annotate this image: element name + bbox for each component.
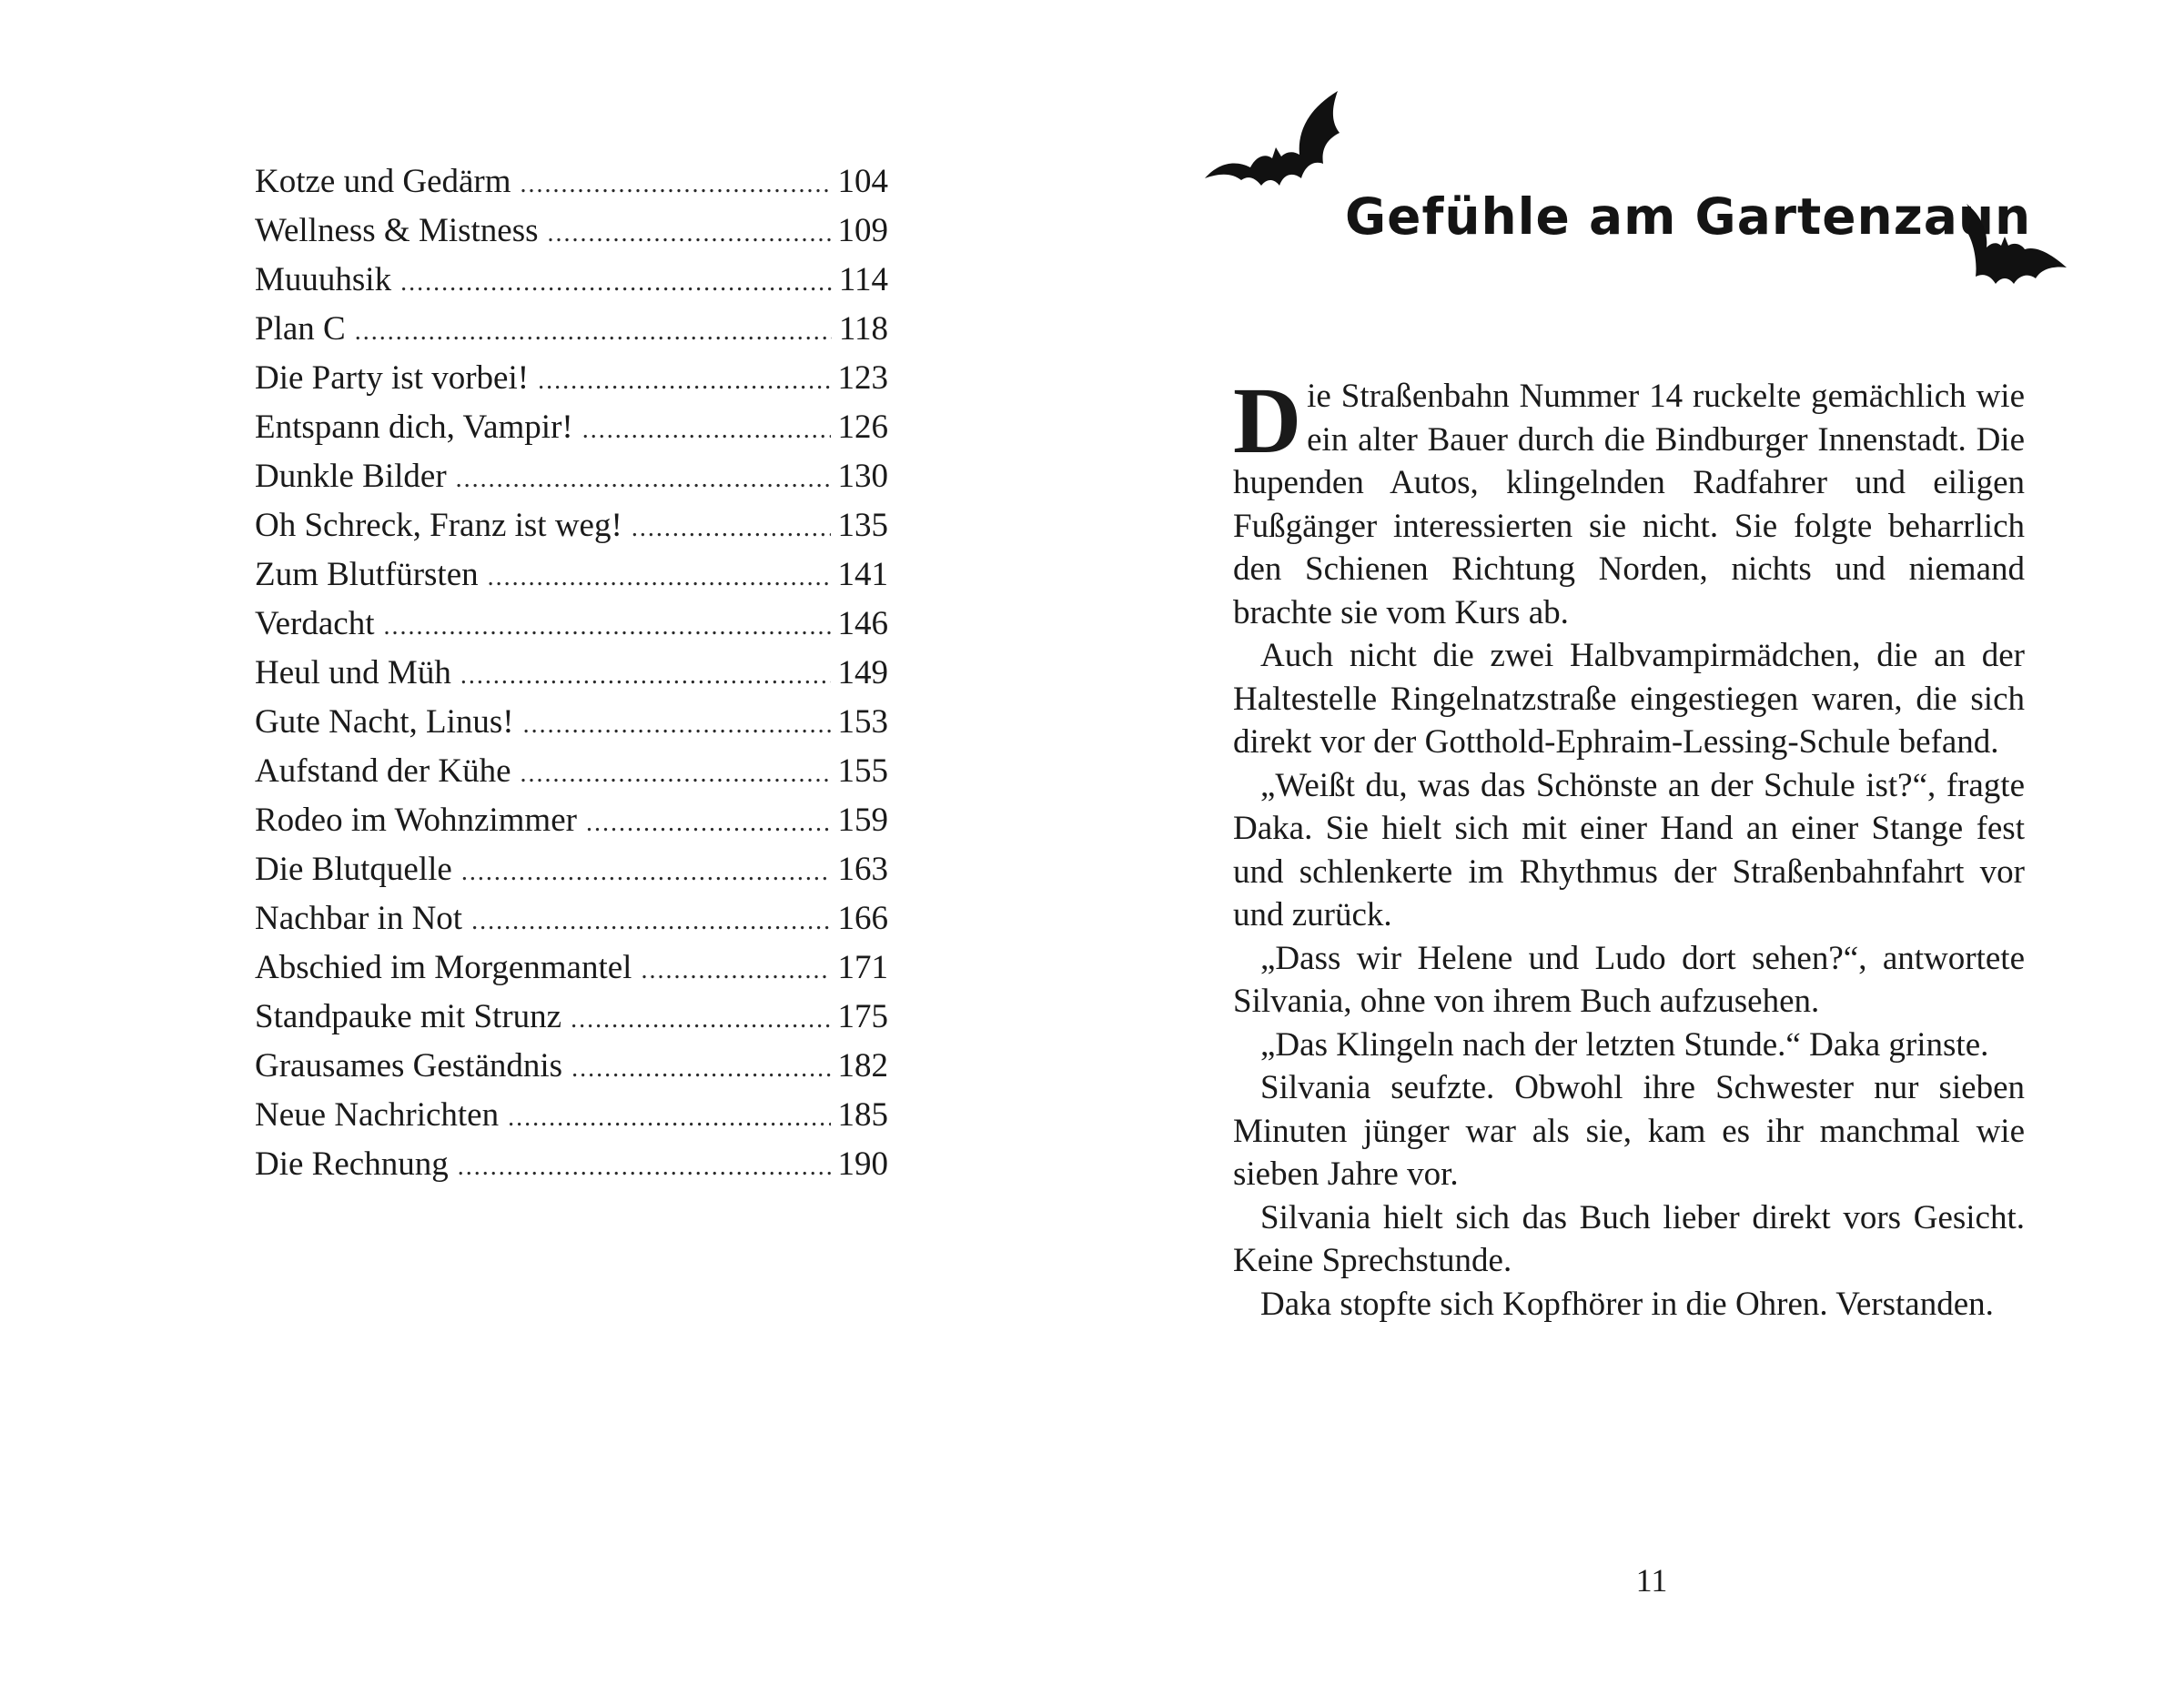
toc-entry (255, 845, 888, 894)
paragraph: Silvania hielt sich das Buch lieber direkt vors Gesicht. Keine Sprechstunde. (1233, 1198, 2025, 1279)
toc-leader-dots (400, 258, 832, 308)
toc-leader-dots (508, 1094, 830, 1143)
chapter-title: Gefühle am Gartenzaun (1345, 187, 2032, 246)
toc-entry-page: 175 (837, 998, 888, 1035)
toc-entry (255, 403, 888, 452)
toc-entry-page: 104 (837, 163, 888, 200)
toc-entry (255, 354, 888, 403)
toc-entry-page: 130 (837, 458, 888, 495)
toc-entry-page: 126 (837, 409, 888, 446)
bat-icon (1203, 84, 1349, 202)
toc-entry (255, 550, 888, 600)
toc-entry-page: 118 (838, 310, 888, 348)
toc-entry-page: 171 (837, 949, 888, 986)
toc-entry-title: Aufstand der Kühe (255, 752, 511, 790)
table-of-contents (255, 157, 888, 1189)
toc-entry-title: Standpauke mit Strunz (255, 998, 562, 1035)
toc-entry (255, 207, 888, 256)
toc-entry-title: Muuuhsik (255, 261, 392, 298)
toc-leader-dots (538, 357, 830, 406)
toc-entry-page: 159 (837, 802, 888, 839)
toc-entry-page: 146 (837, 605, 888, 642)
toc-leader-dots (355, 308, 832, 357)
toc-entry (255, 1042, 888, 1091)
paragraph: Silvania seufzte. Obwohl ihre Schwester nur sieben Minuten jünger war als sie, kam es ihr manchmal wie sieben Jahre vor. (1233, 1069, 2025, 1193)
toc-entry-page: 114 (838, 261, 888, 298)
toc-entry-title: Rodeo im Wohnzimmer (255, 802, 577, 839)
toc-leader-dots (521, 750, 831, 799)
toc-entry-title: Wellness & Mistness (255, 212, 539, 249)
toc-entry-page: 149 (837, 654, 888, 691)
paragraph: Daka stopfte sich Kopfhörer in die Ohren. Verstanden. (1260, 1285, 1994, 1323)
toc-entry-title: Grausames Geständnis (255, 1047, 563, 1085)
right-page (1092, 0, 2184, 1705)
toc-entry (255, 501, 888, 550)
toc-leader-dots (461, 848, 831, 897)
toc-entry-title: Zum Blutfürsten (255, 556, 479, 593)
toc-entry-page: 190 (837, 1145, 888, 1183)
toc-entry (255, 600, 888, 649)
toc-entry-page: 109 (837, 212, 888, 249)
toc-entry-page: 123 (837, 359, 888, 397)
toc-entry-title: Dunkle Bilder (255, 458, 447, 495)
toc-entry-title: Kotze und Gedärm (255, 163, 511, 200)
toc-leader-dots (632, 504, 831, 553)
toc-entry-title: Verdacht (255, 605, 375, 642)
toc-leader-dots (582, 406, 831, 455)
toc-entry-page: 153 (837, 703, 888, 741)
toc-entry (255, 157, 888, 207)
toc-entry-title: Die Party ist vorbei! (255, 359, 530, 397)
toc-entry-title: Neue Nachrichten (255, 1096, 500, 1134)
toc-leader-dots (571, 995, 830, 1044)
toc-leader-dots (571, 1044, 830, 1094)
toc-leader-dots (521, 160, 831, 209)
toc-entry-title: Heul und Müh (255, 654, 451, 691)
toc-leader-dots (548, 209, 831, 258)
toc-entry-title: Entspann dich, Vampir! (255, 409, 573, 446)
toc-entry-title: Abschied im Morgenmantel (255, 949, 632, 986)
toc-entry (255, 698, 888, 747)
paragraph: Auch nicht die zwei Halbvampirmädchen, die an der Haltestelle Ringelnatzstraße eingestiegen waren, die sich direkt vor der Gotthold-Ephraim-Lessing-Schule befand. (1233, 637, 2025, 761)
toc-entry-page: 141 (837, 556, 888, 593)
toc-entry-title: Die Blutquelle (255, 851, 452, 888)
toc-entry-title: Gute Nacht, Linus! (255, 703, 514, 741)
drop-cap: D (1233, 368, 1302, 473)
paragraph: „Dass wir Helene und Ludo dort sehen?“, antwortete Silvania, ohne von ihrem Buch aufzusehen. (1233, 939, 2025, 1020)
toc-entry-title: Plan C (255, 310, 346, 348)
toc-entry (255, 796, 888, 845)
page-number: 11 (1635, 1562, 1668, 1599)
toc-entry (255, 1091, 888, 1140)
toc-leader-dots (586, 799, 831, 848)
toc-entry (255, 943, 888, 993)
toc-entry-title: Oh Schreck, Franz ist weg! (255, 507, 622, 544)
toc-entry (255, 747, 888, 796)
toc-entry (255, 894, 888, 943)
bat-icon (1961, 202, 2068, 293)
toc-entry (255, 305, 888, 354)
toc-entry-title: Die Rechnung (255, 1145, 449, 1183)
chapter-body (1233, 368, 2025, 1326)
toc-entry (255, 993, 888, 1042)
toc-leader-dots (384, 602, 831, 651)
toc-entry-page: 185 (837, 1096, 888, 1134)
toc-entry (255, 256, 888, 305)
paragraph: „Das Klingeln nach der letzten Stunde.“ Daka grinste. (1260, 1025, 1989, 1064)
toc-leader-dots (523, 701, 831, 750)
toc-entry-page: 166 (837, 900, 888, 937)
toc-leader-dots (456, 455, 831, 504)
toc-entry-title: Nachbar in Not (255, 900, 463, 937)
toc-entry-page: 155 (837, 752, 888, 790)
toc-leader-dots (458, 1143, 831, 1192)
toc-entry (255, 1140, 888, 1189)
paragraph-text: ie Straßenbahn Nummer 14 ruckelte gemächlich wie ein alter Bauer durch die Bindburger Innenstadt. Die hupenden Autos, klingelnden Radfahrer und eiligen Fußgänger interessierten sie nicht. Sie folgte beharrlich den Schienen Richtung Norden, nichts und niemand brachte sie vom Kurs ab. (1233, 378, 2025, 631)
toc-entry (255, 452, 888, 501)
paragraph: „Weißt du, was das Schönste an der Schule ist?“, fragte Daka. Sie hielt sich mit einer Hand an einer Stange fest und schlenkerte im Rhythmus der Straßenbahnfahrt vor und zurück. (1233, 766, 2025, 933)
toc-leader-dots (488, 553, 831, 602)
toc-entry-page: 163 (837, 851, 888, 888)
toc-leader-dots (471, 897, 830, 946)
toc-leader-dots (641, 946, 830, 995)
toc-entry (255, 649, 888, 698)
paragraph (1233, 368, 2025, 634)
toc-leader-dots (460, 651, 831, 701)
toc-entry-page: 135 (837, 507, 888, 544)
toc-entry-page: 182 (837, 1047, 888, 1085)
